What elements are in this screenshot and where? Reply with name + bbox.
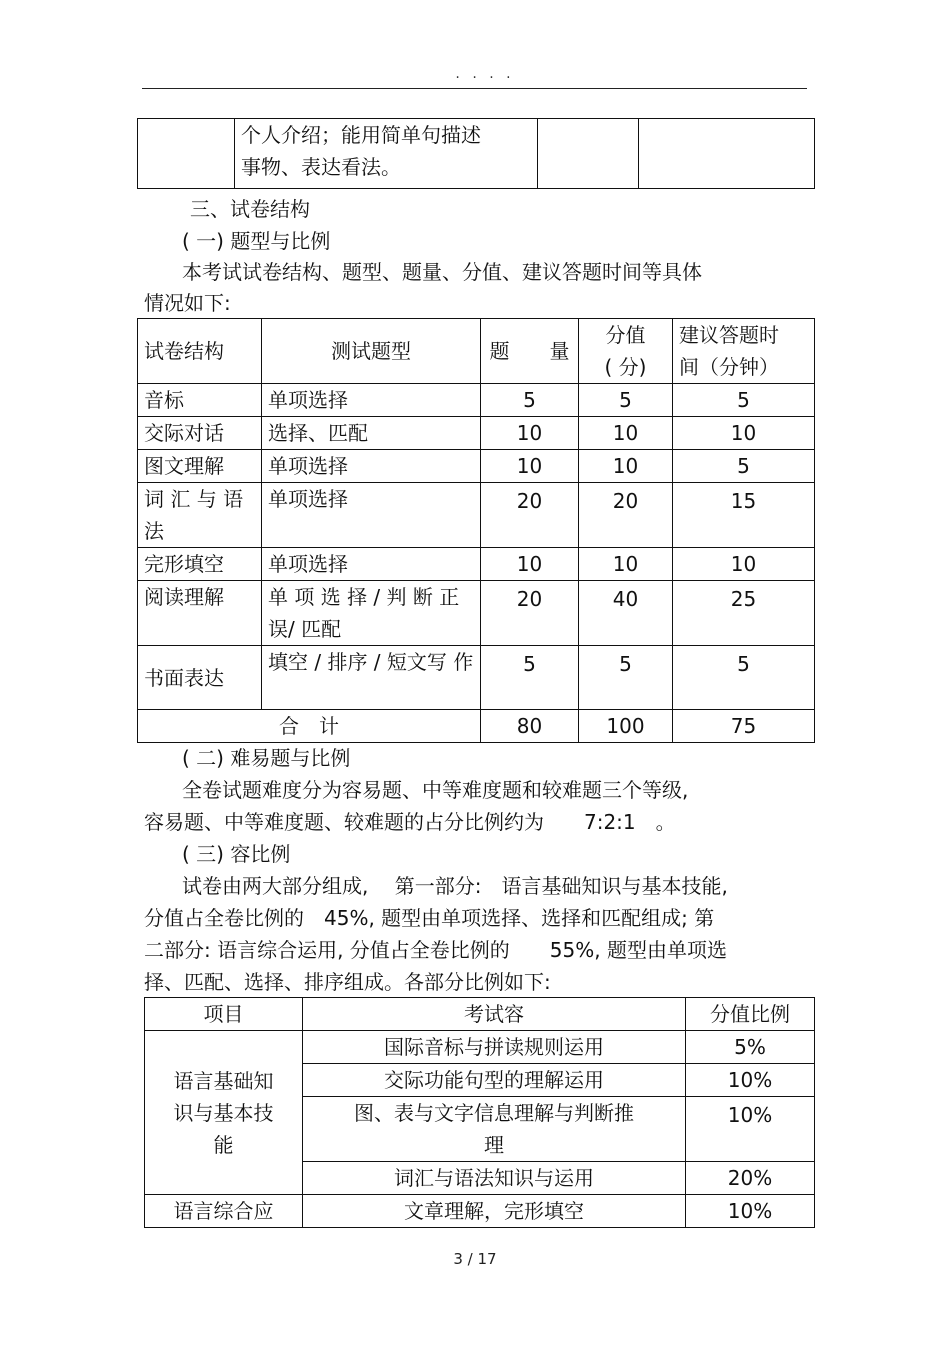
paragraph-line: 容易题、中等难度题、较难题的占分比例约为 7:2:1 。 xyxy=(144,810,676,834)
header-cell: 项目 xyxy=(145,998,303,1031)
structure-cell: 书面表达 xyxy=(138,646,262,710)
ratio-cell: 20% xyxy=(686,1162,815,1195)
type-cell: 填空 / 排序 / 短文写 作 xyxy=(262,646,481,710)
group-label-line: 语言基础知 xyxy=(173,1068,274,1093)
table-row xyxy=(138,483,815,548)
time-cell: 5 xyxy=(673,384,815,417)
total-label: 合 计 xyxy=(138,710,481,743)
table-row xyxy=(138,548,815,581)
count-cell: 10 xyxy=(481,450,579,483)
header-line: ( 分) xyxy=(604,355,647,379)
type-cell: 单项选择 xyxy=(262,483,481,548)
type-cell: 单项选择 xyxy=(262,548,481,581)
type-cell: 单项选择 xyxy=(262,384,481,417)
top-continuation-table xyxy=(137,118,815,189)
score-cell: 10 xyxy=(579,450,673,483)
total-score: 100 xyxy=(579,710,673,743)
header-line: 建议答题时 xyxy=(679,323,779,347)
empty-cell xyxy=(639,119,815,189)
content-ratio-table xyxy=(144,997,815,1228)
time-cell: 15 xyxy=(673,483,815,548)
time-cell: 5 xyxy=(673,450,815,483)
header-cell: 试卷结构 xyxy=(138,319,262,384)
empty-cell xyxy=(538,119,639,189)
score-cell: 10 xyxy=(579,548,673,581)
count-cell: 5 xyxy=(481,384,579,417)
table-row xyxy=(138,646,815,710)
paragraph-line: 本考试试卷结构、题型、题量、分值、建议答题时间等具体 xyxy=(182,260,702,284)
subsection-title: ( 二) 难易题与比例 xyxy=(182,746,351,770)
table-row xyxy=(138,119,815,189)
group-label-cell: 语言综合应 xyxy=(145,1195,303,1228)
table-row xyxy=(145,1195,815,1228)
table-cell xyxy=(235,119,538,189)
type-cell: 单 项 选 择 / 判 断 正 误/ 匹配 xyxy=(262,581,481,646)
time-cell: 10 xyxy=(673,417,815,450)
paragraph-line: 情况如下: xyxy=(144,291,231,315)
structure-cell: 图文理解 xyxy=(138,450,262,483)
header-cell: 题 量 xyxy=(481,319,579,384)
subsection-title: ( 一) 题型与比例 xyxy=(182,229,331,253)
group-label-line: 能 xyxy=(213,1132,234,1157)
cell-line: 事物、表达看法。 xyxy=(241,155,401,179)
ratio-cell: 10% xyxy=(686,1064,815,1097)
header-cell xyxy=(579,319,673,384)
group-label-line: 识与基本技 xyxy=(173,1100,274,1125)
time-cell: 5 xyxy=(673,646,815,710)
count-cell: 10 xyxy=(481,417,579,450)
structure-cell: 阅读理解 xyxy=(138,581,262,646)
total-time: 75 xyxy=(673,710,815,743)
structure-cell: 词 汇 与 语 法 xyxy=(138,483,262,548)
header-cell xyxy=(673,319,815,384)
content-cell: 国际音标与拼读规则运用 xyxy=(303,1031,686,1064)
table-row xyxy=(138,581,815,646)
section-title: 三、试卷结构 xyxy=(190,197,310,221)
content-cell: 文章理解，完形填空 xyxy=(303,1195,686,1228)
type-cell: 选择、匹配 xyxy=(262,417,481,450)
header-line: 分值 xyxy=(605,323,646,347)
header-rule xyxy=(142,88,807,89)
paragraph-line: 全卷试题难度分为容易题、中等难度题和较难题三个等级, xyxy=(182,778,689,802)
count-cell: 10 xyxy=(481,548,579,581)
empty-cell xyxy=(138,119,235,189)
paragraph-line: 分值占全卷比例的 45%, 题型由单项选择、选择和匹配组成; 第 xyxy=(144,906,715,930)
count-cell: 20 xyxy=(481,581,579,646)
score-cell: 20 xyxy=(579,483,673,548)
content-cell xyxy=(303,1097,686,1162)
ratio-cell: 5% xyxy=(686,1031,815,1064)
type-cell: 单项选择 xyxy=(262,450,481,483)
header-cell: 考试容 xyxy=(303,998,686,1031)
ratio-cell: 10% xyxy=(686,1097,815,1162)
header-dots: . . . . xyxy=(455,66,515,82)
content-cell: 交际功能句型的理解运用 xyxy=(303,1064,686,1097)
content-cell: 词汇与语法知识与运用 xyxy=(303,1162,686,1195)
table-row xyxy=(145,1031,815,1064)
header-cell: 测试题型 xyxy=(262,319,481,384)
paragraph-line: 择、匹配、选择、排序组成。各部分比例如下: xyxy=(144,970,551,994)
total-count: 80 xyxy=(481,710,579,743)
group-label-cell xyxy=(145,1031,303,1195)
time-cell: 25 xyxy=(673,581,815,646)
header-cell: 分值比例 xyxy=(686,998,815,1031)
score-cell: 5 xyxy=(579,384,673,417)
structure-cell: 完形填空 xyxy=(138,548,262,581)
table-row xyxy=(138,417,815,450)
table-header-row xyxy=(138,319,815,384)
paragraph-line: 试卷由两大部分组成, 第一部分: 语言基础知识与基本技能, xyxy=(182,874,728,898)
score-cell: 40 xyxy=(579,581,673,646)
score-cell: 10 xyxy=(579,417,673,450)
count-cell: 20 xyxy=(481,483,579,548)
paragraph-line: 二部分: 语言综合运用, 分值占全卷比例的 55%, 题型由单项选 xyxy=(144,938,727,962)
total-row xyxy=(138,710,815,743)
table-row xyxy=(138,450,815,483)
content-line: 图、表与文字信息理解与判断推 xyxy=(354,1101,634,1125)
content-line: 理 xyxy=(484,1133,504,1157)
count-cell: 5 xyxy=(481,646,579,710)
time-cell: 10 xyxy=(673,548,815,581)
cell-line: 个人介绍；能用简单句描述 xyxy=(241,123,481,147)
ratio-cell: 10% xyxy=(686,1195,815,1228)
table-header-row xyxy=(145,998,815,1031)
structure-cell: 音标 xyxy=(138,384,262,417)
structure-table xyxy=(137,318,815,743)
structure-cell: 交际对话 xyxy=(138,417,262,450)
header-line: 间（分钟） xyxy=(679,355,779,379)
score-cell: 5 xyxy=(579,646,673,710)
page-number: 3 / 17 xyxy=(453,1250,497,1268)
subsection-title: ( 三) 容比例 xyxy=(182,842,291,866)
table-row xyxy=(138,384,815,417)
